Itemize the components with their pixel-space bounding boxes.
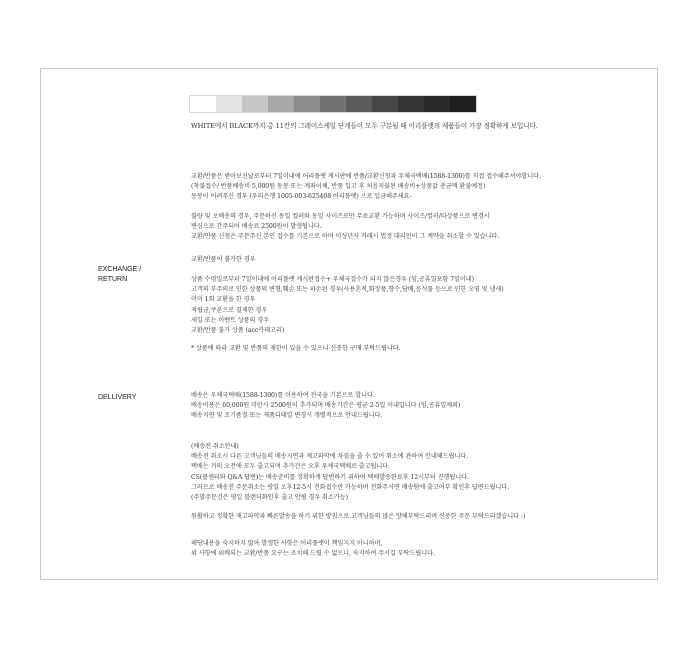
grayscale-swatch	[294, 96, 320, 112]
grayscale-swatch	[190, 96, 216, 112]
delivery-info-block	[191, 391, 460, 422]
text-line: 교환/반품은 받아보신날로부터 7일이내에 어리플랫 게시판에 반품/교환신청과 우체국택배(1588-1300)를 직접 접수해주셔야합니다.	[191, 173, 541, 180]
text-line: 배송지연 및 조기품절 또는 제품디테일 변경시 개별적으로 안내드립니다.	[191, 412, 383, 420]
grayscale-swatch	[268, 96, 294, 112]
non-returnable-heading-block	[191, 255, 256, 265]
text-line: 택배는 거의 오전에 모두 출고되며 추가건은 오후 우체국택배로 출고됩니다.	[191, 463, 390, 471]
text-line: 배송비용은 60,000원 미만시 2500원이 추가되며 배송기간은 평균 2-5일 이내입니다 (임,공휴일제외)	[191, 402, 461, 410]
return-label-line: RETURN	[98, 276, 128, 283]
cancellation-notice-block	[191, 442, 509, 503]
text-line: 배송은 우체국택배(1588-1300)를 이용하여 전국을 기본으로 합니다.	[191, 392, 375, 399]
non-returnable-list-block	[191, 275, 504, 336]
grayscale-swatch	[346, 96, 372, 112]
text-line: 적립금,쿠폰으로 결제한 경우	[191, 306, 268, 314]
text-line: 배송전 취소시 다른 고객님들의 배송지연과 재고파악에 차질을 줄 수 있어 취소에 관하여 안내해드립니다.	[191, 453, 468, 461]
text-line: (배송전 취소안내)	[191, 443, 239, 450]
text-line: 동봉이 어려우신 경우 (우리은행 1005-003-625408 어리플랫) 으로 입금해주세요-	[191, 193, 412, 201]
text-line: (착불접수/ 반품배송비 5,000원 동봉 또는 계좌이체, 반품 입고 후 처음지불된 배송비+상품값 총금액 환불예정)	[191, 183, 486, 191]
inventory-notice-block	[191, 512, 525, 522]
purchase-notice-block	[191, 344, 400, 354]
text-line: 위 사항에 위배되는 교환/반품 요구는 조치해 드릴 수 없으니, 숙지하여 주시길 부탁드립니다.	[191, 550, 435, 558]
defect-exchange-block	[191, 212, 499, 243]
liability-notice-block	[191, 539, 435, 559]
text-line: 이미 1회 교환을 한 경우	[191, 296, 256, 304]
grayscale-swatch	[424, 96, 450, 112]
text-line: 해당내용을 숙지하지 않아 발생한 사항은 어리플랫이 책임지지 아니하며,	[191, 540, 383, 547]
text-line: (주말주문건은 평일 블랜더화인후 출고 안될 경우 취소가능)	[191, 494, 348, 502]
grayscale-swatch	[216, 96, 242, 112]
grayscale-swatch	[242, 96, 268, 112]
return-procedure-block	[191, 172, 541, 203]
exchange-label-line: EXCHANGE /	[98, 266, 142, 273]
text-line: 교환/반품이 불가한 경우	[191, 256, 256, 263]
grayscale-swatch	[372, 96, 398, 112]
grayscale-swatch-bar	[189, 95, 477, 113]
text-line: 고객의 부주의로 인한 상품의 변형,훼손 또는 파손된 경우(사용흔적,화장품,향수,담배,음식물 등으로 인한 오염 및 냄새)	[191, 286, 504, 294]
text-line: 원활하고 정확한 재고파악과 빠른발송을 하기 위한 방침으로 고객님들의 많은 양해부탁드리며 신중한 주문 부탁드리겠습니다 :)	[191, 513, 526, 520]
grayscale-swatch	[398, 96, 424, 112]
delivery-label-text: DELLIVERY	[98, 394, 137, 401]
text-line: 상품 수령일로부터 7일이내에 어리플랫 게시판접수+ 우체국접수가 되지 않은경우 (임,공휴일포함 7일이내)	[191, 276, 474, 283]
text-line: CS(콜센터와 Q&A 답변)는 배송준비를 정확하게 답변하기 위하여 택배발송완료후 12시부터 진행됩니다.	[191, 473, 469, 481]
text-line: 교환/반품 신청은 주문주신 본인 접수를 기본으로 하며 미성년자 거래시 법정 대리인이 그 계약을 취소할 수 있습니다.	[191, 233, 500, 241]
delivery-label	[98, 393, 136, 403]
text-line: 그러므로 배송전 주문취소는 평일 오후12-5시 전화접수만 가능하며 전화주시면 배송팀에 출고여부 확인후 답변드립니다.	[191, 483, 510, 491]
text-line: 교환/반품 불가 상품 (acc카테고리)	[191, 327, 285, 335]
grayscale-swatch	[450, 96, 476, 112]
text-line: 세일 또는 이벤트 상품의 경우	[191, 316, 269, 324]
text-line: 불량 및 오배송의 경우, 주문하신 동일 컬러와 동일 사이즈로만 무료교환 가능하며 사이즈/컬러/타상품으로 변경시	[191, 213, 490, 220]
grayscale-swatch	[320, 96, 346, 112]
text-line: 변심으로 간주되어 배송료 2500원이 발생됩니다.	[191, 223, 322, 231]
grayscale-caption: WHITE에서 BLACK까지 총 11칸의 그레이스케일 단계들이 모두 구분될 때 어리플랫의 제품들이 가장 정확하게 보입니다.	[191, 122, 538, 130]
exchange-return-label	[98, 265, 141, 285]
text-line: * 상품에 따라 교환 및 반품의 제한이 있을 수 있으니 신중한 구매 부탁드립니다.	[191, 345, 401, 352]
